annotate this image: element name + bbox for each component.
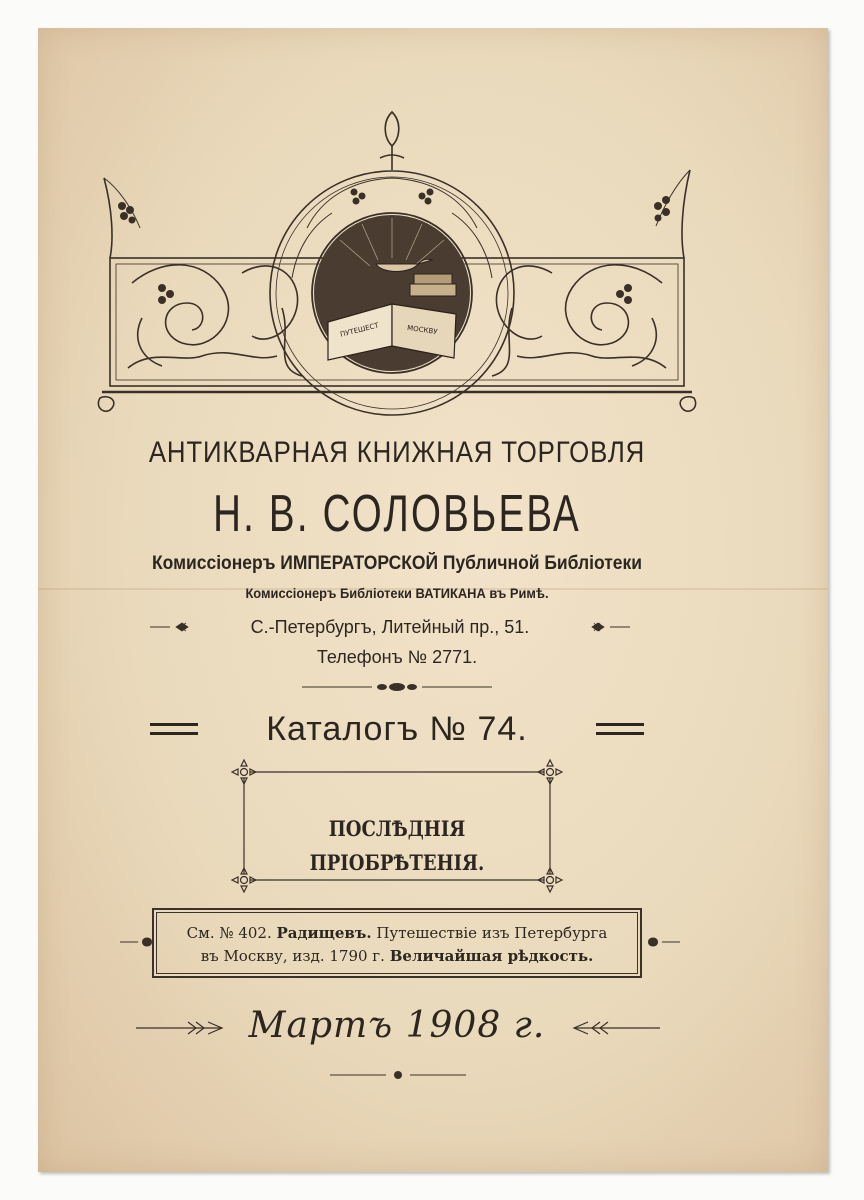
divider-ornament <box>302 680 492 694</box>
notice-edition: въ Москву, изд. 1790 г. <box>200 947 385 965</box>
notice-work: Путешествіе изъ Петербурга <box>376 924 608 942</box>
firm-name: АНТИКВАРНАЯ КНИЖНАЯ ТОРГОВЛЯ <box>148 436 646 469</box>
notice-rarity: Величайшая рѣдкость. <box>389 947 594 965</box>
catalog-title: Каталогъ № 74. <box>266 710 528 748</box>
catalog-left-bars <box>150 722 198 736</box>
book-caption-right: МОСКВУ <box>406 323 438 337</box>
bottom-ornament <box>330 1068 466 1082</box>
notice-box <box>152 908 642 978</box>
date-right-arrow <box>570 1018 660 1038</box>
commission-public-library: Комиссіонеръ ИМПЕРАТОРСКОЙ Публичной Библіотеки <box>151 553 643 574</box>
address: С.-Петербургъ, Литейный пр., 51. <box>250 617 530 637</box>
notice-ref: См. № 402. <box>186 924 272 942</box>
ornamental-headpiece <box>92 108 702 418</box>
notice-author: Радищевъ. <box>276 924 372 942</box>
address-row <box>140 614 640 640</box>
notice-line-2 <box>154 945 640 967</box>
book-caption-left: ПУТЕШЕСТ <box>339 321 380 339</box>
commission-vatican: Комиссіонеръ Библіотеки ВАТИКАНА въ Римѣ. <box>245 585 549 601</box>
catalog-right-bars <box>596 722 644 736</box>
notice-line-1 <box>154 922 640 944</box>
rarity-notice <box>120 902 680 982</box>
notice-right-ornament <box>646 932 680 952</box>
phone-number: Телефонъ № 2771. <box>316 647 478 667</box>
owner-name: Н. В. СОЛОВЬЕВА <box>213 485 581 543</box>
catalog-heading <box>150 706 644 752</box>
issue-date: Мартъ 1908 г. <box>248 1005 546 1046</box>
recent-acquisitions-subtitle: ПОСЛѢДНІЯ ПРІОБРѢТЕНІЯ. <box>309 816 485 875</box>
notice-left-ornament <box>120 932 154 952</box>
address-right-ornament <box>580 622 640 632</box>
